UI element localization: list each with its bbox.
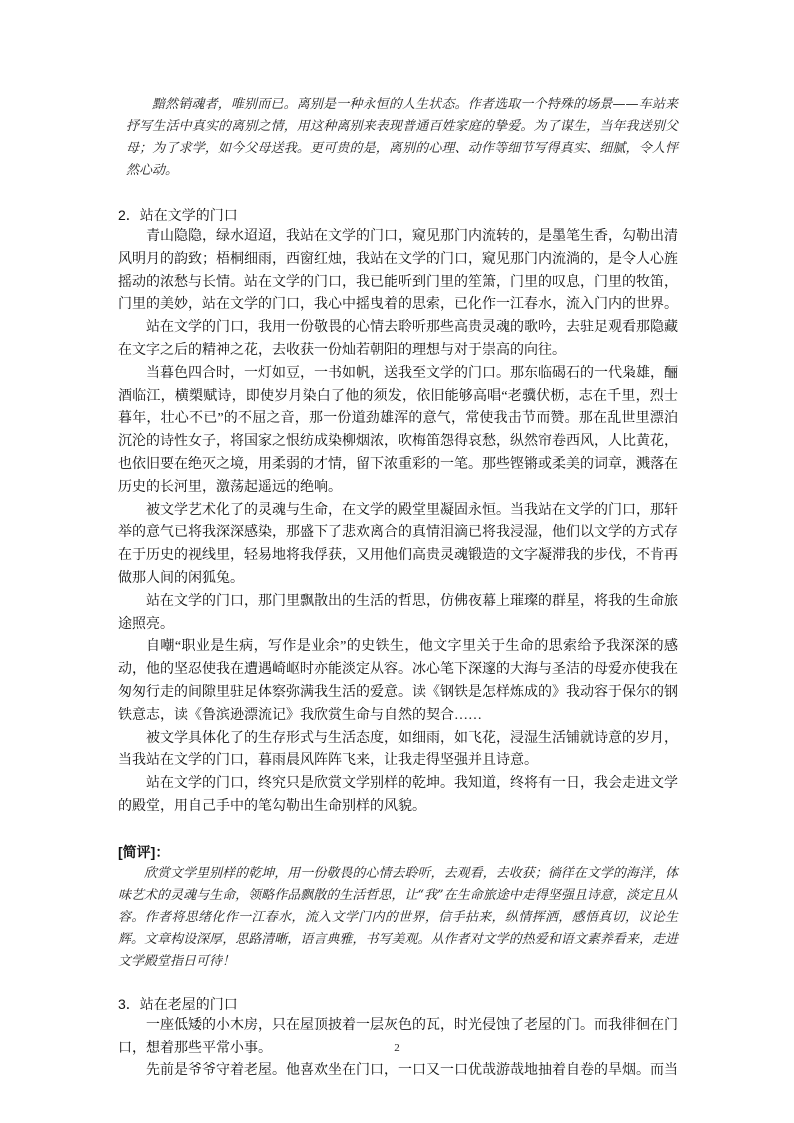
intro-comment xyxy=(126,94,678,182)
section-3-title: 3．站在老屋的门口 xyxy=(118,995,238,1012)
paragraph: 站在文学的门口，终究只是欣赏文学别样的乾坤。我知道，终将有一日，我会走进文学的殿堂，用自己手中的笔勾勒出生命别样的风貌。 xyxy=(118,776,678,814)
evaluation-comment xyxy=(118,863,678,973)
section-2-body xyxy=(118,226,678,819)
section-2-title: 2．站在文学的门口 xyxy=(118,207,238,223)
paragraph: 被文学具体化了的生存形式与生活态度，如细雨，如飞花，浸湿生活铺就诗意的岁月，当我站在文学的门口，暮雨晨风阵阵飞来，让我走得坚强并且诗意。 xyxy=(118,730,678,769)
paragraph: 站在文学的门口，我用一份敬畏的心情去聆听那些高贵灵魂的歌吟，去驻足观看那隐藏在文字之后的精神之花，去收获一份灿若朝阳的理想与对于崇高的向往。 xyxy=(118,320,678,358)
paragraph: 青山隐隐，绿水迢迢，我站在文学的门口，窥见那门内流转的，是墨笔生香，勾勒出清风明月的韵致；梧桐细雨，西窗红烛，我站在文学的门口，窥见那门内流淌的，是令人心旌摇动的浓愁与长情。站在文学的门口，我已能听到门里的笙箫，门里的叹息，门里的牧笛，门里的美妙，站在文学的门口，我心中摇曳着的思索，已化作一江春水，流入门内的世界。 xyxy=(118,229,678,313)
intro-comment-text: 黯然销魂者，唯别而已。离别是一种永恒的人生状态。作者选取一个特殊的场景——车站来抒写生活中真实的离别之情，用这种离别来表现普通百姓家庭的挚爱。为了谋生，当年我送别父母；为了求学，如今父母送我。更可贵的是，离别的心理、动作等细节写得真实、细腻，令人怦然心动。 xyxy=(126,97,678,178)
page-number: 2 xyxy=(394,1042,400,1054)
paragraph: 先前是爷爷守着老屋。他喜欢坐在门口，一口又一口优哉游哉地抽着自卷的旱烟。而当 xyxy=(146,1063,678,1079)
paragraph: 自嘲“职业是生病，写作是业余”的史铁生，他文字里关于生命的思索给予我深深的感动，他的坚忍使我在遭遇崎岖时亦能淡定从容。冰心笔下深邃的大海与圣洁的母爱亦使我在匆匆行走的间隙里驻足体察弥满我生活的爱意。读《钢铁是怎样炼成的》我动容于保尔的钢铁意志，读《鲁滨逊漂流记》我欣赏生命与自然的契合…… xyxy=(118,639,678,723)
page-content xyxy=(118,94,678,1083)
paragraph: 被文学艺术化了的灵魂与生命，在文学的殿堂里凝固永恒。当我站在文学的门口，那轩举的意气已将我深深感染，那盛下了悲欢离合的真情泪滴已将我浸湿，他们以文学的方式存在于历史的视线里，轻易地将我俘获，又用他们高贵灵魂锻造的文字凝滞我的步伐，不肯再做那人间的闲狐兔。 xyxy=(118,502,678,586)
evaluation-label: [简评]： xyxy=(118,843,170,860)
paragraph: 当暮色四合时，一灯如豆，一书如帆，送我至文学的门口。那东临碣石的一代枭雄，酾酒临江，横槊赋诗，即使岁月染白了他的须发，依旧能够高唱“老骥伏枥，志在千里，烈士暮年，壮心不已”的不屈之音，那一份道劲雄浑的意气，常使我击节而赞。那在乱世里漂泊沉沦的诗性女子，将国家之恨纺成染柳烟浓，吹梅笛怨得哀愁，纵然帘卷西风，人比黄花，也依旧要在绝灭之境，用柔弱的才情，留下浓重彩的一笔。那些铿锵或柔美的词章，溅落在历史的长河里，激荡起遥远的绝响。 xyxy=(118,365,678,495)
evaluation-text: 欣赏文学里别样的乾坤，用一份敬畏的心情去聆听，去观看，去收获；徜徉在文学的海洋，体味艺术的灵魂与生命，领略作品飘散的生活哲思，让“我”在生命旅途中走得坚强且诗意，淡定且从容。作者将思绪化作一江春水，流入文学门内的世界，信手拈来，纵情挥洒，感悟真切，议论生辉。文章构设深厚，思路清晰，语言典雅，书写美观。从作者对文学的热爱和语文素养看来，走进文学殿堂指日可待！ xyxy=(118,865,678,969)
paragraph: 站在文学的门口，那门里飘散出的生活的哲思，仿佛夜幕上璀璨的群星，将我的生命旅途照亮。 xyxy=(118,593,678,632)
paragraph: 一座低矮的小木房，只在屋顶披着一层灰色的瓦，时光侵蚀了老屋的门。而我徘徊在门口，想着那些平常小事。 xyxy=(118,1017,678,1056)
